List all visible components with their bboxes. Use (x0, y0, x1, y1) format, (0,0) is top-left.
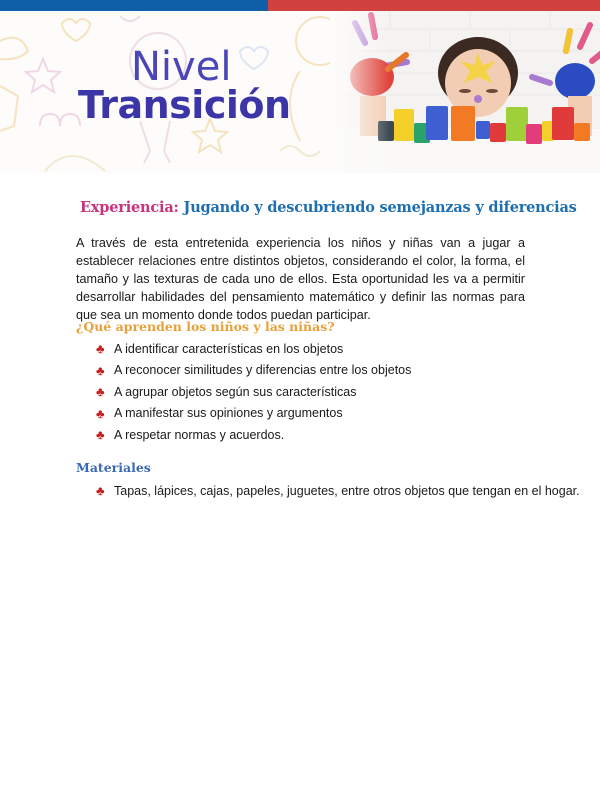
list-item (96, 424, 411, 446)
blue-bar-segment (0, 0, 268, 11)
title-transicion: Transición (78, 83, 291, 127)
learning-heading: ¿Qué aprenden los niños y las niñas? (76, 319, 335, 334)
list-item-text: A respetar normas y acuerdos. (114, 427, 285, 442)
photo-fade-overlay (330, 11, 390, 173)
club-icon: ♣ (96, 483, 105, 499)
child-painting-photo (330, 11, 600, 173)
club-icon: ♣ (96, 427, 105, 443)
learning-list (96, 338, 411, 446)
top-color-bar (0, 0, 600, 11)
list-item-text: A agrupar objetos según sus características (114, 384, 357, 399)
list-item (96, 338, 411, 360)
club-icon: ♣ (96, 341, 105, 357)
header-banner (0, 11, 600, 173)
club-icon: ♣ (96, 384, 105, 400)
list-item (96, 381, 411, 403)
list-item-text: A reconocer similitudes y diferencias entre los objetos (114, 363, 412, 378)
experience-name: Jugando y descubriendo semejanzas y diferencias (183, 199, 577, 216)
club-icon: ♣ (96, 362, 105, 378)
list-item-text: Tapas, lápices, cajas, papeles, juguetes, entre otros objetos que tengan en el hogar. (114, 483, 580, 498)
list-item (96, 360, 411, 382)
club-icon: ♣ (96, 405, 105, 421)
list-item-text: A identificar características en los objetos (114, 341, 344, 356)
intro-paragraph: A través de esta entretenida experiencia los niños y niñas van a jugar a establecer relaciones entre distintos objetos, considerando el color, la forma, el tamaño y las texturas de cada uno de ellos. Esta oportunidad les va a permitir desarrollar habilidades del pensamiento matemático y definir las normas para que sea un momento donde todos puedan participar. (76, 236, 525, 322)
title-nivel: Nivel (131, 44, 232, 90)
experience-title (80, 199, 577, 216)
list-item-text: A manifestar sus opiniones y argumentos (114, 406, 343, 421)
materials-list (96, 480, 580, 502)
experience-label: Experiencia: (80, 199, 179, 216)
list-item (96, 480, 580, 502)
list-item (96, 403, 411, 425)
materials-heading: Materiales (76, 460, 151, 475)
red-bar-segment (268, 0, 600, 11)
